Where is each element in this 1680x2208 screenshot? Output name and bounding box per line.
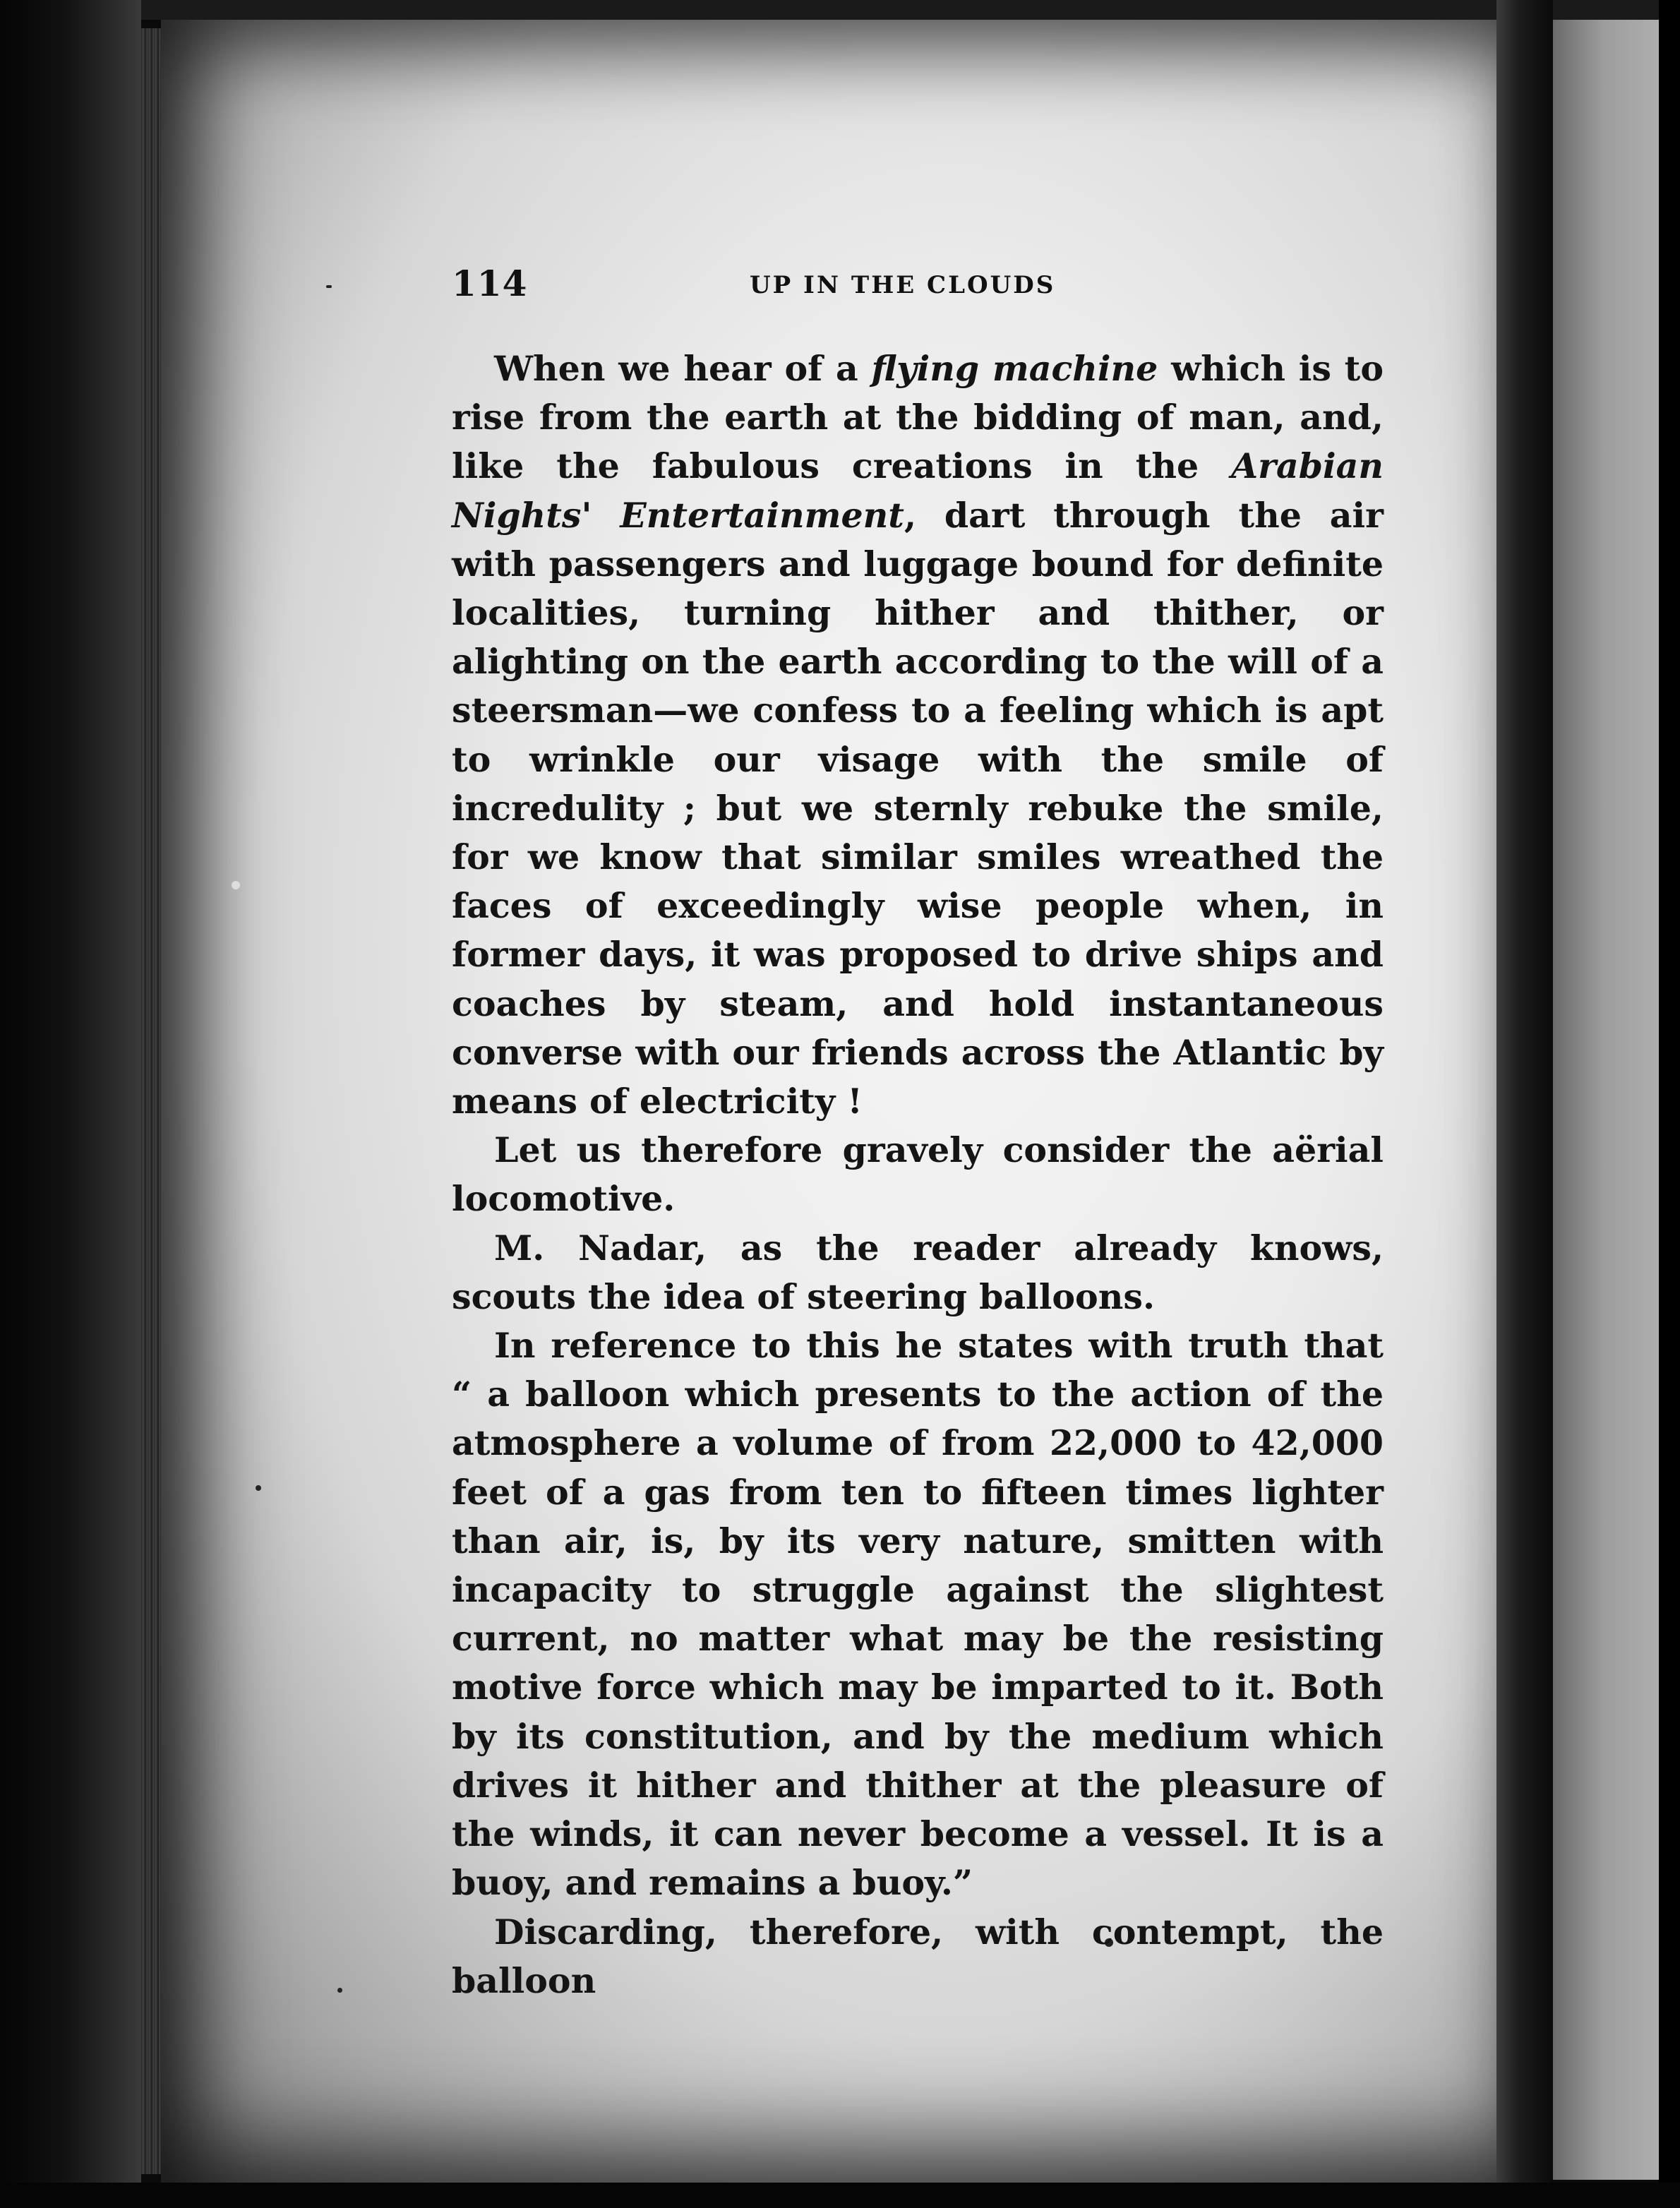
paragraph (452, 1321, 1384, 1907)
text-run: which is to rise from the earth at the bidding of man, and, like the fabulous creations in the (452, 348, 1384, 487)
speck (326, 285, 332, 288)
speck (337, 1988, 342, 1993)
text-run: In reference to this he states with truth that “ a balloon which presents to the action of the atmosphere a volume of from 22,000 to 42,000 feet of a gas from ten to fifteen times lighter than air, is, by its very nature, smitten with incapacity to struggle against the slightest current, no matter what may be the resisting motive force which may be imparted to it. Both by its constitution, and by the medium which drives it hither and thither at the pleasure of the winds, it can never become a vessel. It is a buoy, and remains a buoy.” (452, 1325, 1384, 1904)
body-text (452, 344, 1384, 2005)
italic-phrase: Arabian Nights' Entertainment (452, 445, 1384, 536)
paragraph (452, 1126, 1384, 1223)
text-run: M. Nadar, as the reader already knows, scouts the idea of steering balloons. (452, 1227, 1384, 1317)
scan-right-border (1659, 0, 1680, 2208)
book-gutter (1496, 0, 1553, 2208)
text-run: Let us therefore gravely consider the aërial locomotive. (452, 1129, 1384, 1220)
text-run: Discarding, therefore, with contempt, the balloon (452, 1911, 1384, 2001)
page-number: 114 (452, 263, 528, 304)
paragraph (452, 1908, 1384, 2005)
italic-phrase: flying machine (871, 348, 1158, 389)
page-header (452, 263, 1384, 305)
paragraph (452, 344, 1384, 1126)
book-left-edge (0, 0, 141, 2208)
speck (256, 1485, 261, 1491)
scan-top-border (0, 0, 1680, 20)
speck (232, 881, 240, 889)
scan-bottom-border (0, 2183, 1680, 2208)
text-run: When we hear of a (494, 348, 872, 389)
paragraph (452, 1224, 1384, 1321)
running-head: UP IN THE CLOUDS (750, 271, 1056, 299)
text-run: , dart through the air with passengers and luggage bound for definite localities, turning hither and thither, or alighting on the earth according to the will of a steersman—we confess to a feeling which is apt to wrinkle our visage with the smile of incredulity ; but we sternly rebuke the smile, for we know that similar smiles wreathed the faces of exceedingly wise people when, in former days, it was proposed to drive ships and coaches by steam, and hold instantaneous converse with our friends across the Atlantic by means of electricity ! (452, 494, 1384, 1122)
